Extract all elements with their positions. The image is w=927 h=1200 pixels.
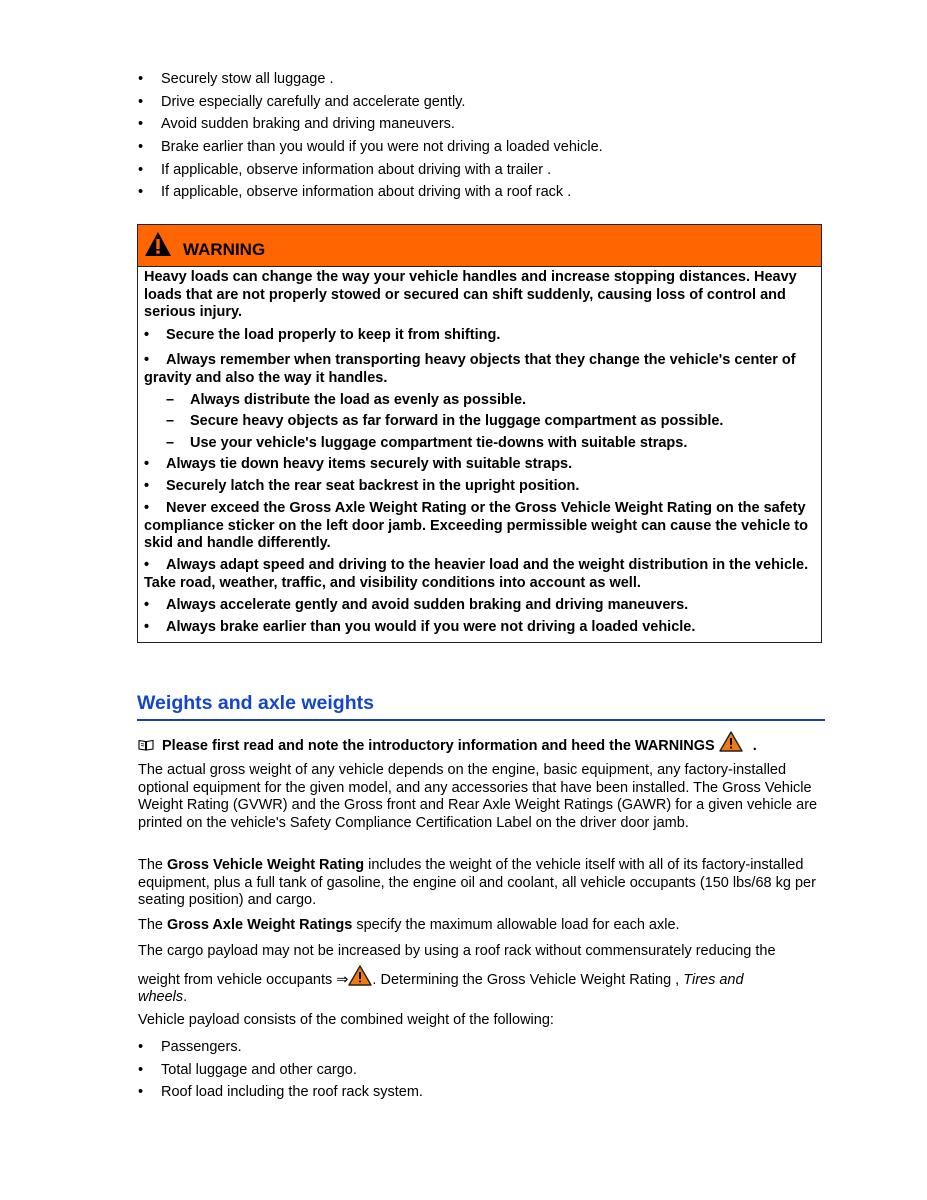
link-tires-and-wheels[interactable]: Tires and — [683, 971, 744, 988]
paragraph-payload-intro — [138, 1012, 828, 1030]
text-span: The — [138, 857, 168, 873]
paragraph-gross-weight — [138, 762, 828, 832]
warning-bullet: • Always accelerate gently and avoid sudden braking and driving maneuvers. — [144, 596, 689, 613]
warning-bullet: • Always tie down heavy items securely with suitable straps. — [144, 456, 573, 472]
text-span: . — [183, 989, 188, 1005]
warning-sub-item-text: Secure heavy objects as far forward in the luggage compartment as possible. — [190, 413, 724, 429]
list-item: • Brake earlier than you would if you were not driving a loaded vehicle. — [138, 136, 603, 159]
warning-bullet-text: Always adapt speed and driving to the heavier load and the weight distribution in the vehicle. Take road, weather, traffic, and visibility conditions into account as well. — [144, 557, 809, 591]
paragraph-gawr — [138, 917, 828, 935]
intro-note-end: . — [752, 738, 757, 754]
warning-bullet-text: Secure the load properly to keep it from shifting. — [166, 326, 501, 343]
text-span: . Determining the Gross Vehicle Weight Rating , — [372, 971, 684, 988]
warning-triangle-icon — [144, 231, 172, 257]
payload-list — [138, 1036, 423, 1104]
paragraph-text — [138, 917, 828, 935]
paragraph-text: Vehicle payload consists of the combined weight of the following: — [138, 1012, 554, 1028]
intro-note — [138, 731, 757, 754]
paragraph-text — [138, 857, 828, 910]
warning-triangle-icon — [719, 731, 743, 752]
warning-bullet: • Secure the load properly to keep it from shifting. — [144, 326, 501, 343]
list-item: • If applicable, observe information about driving with a roof rack . — [138, 181, 603, 204]
paragraph-text: The cargo payload may not be increased by using a roof rack without commensurately reducing the — [138, 943, 776, 959]
warning-triangle-icon[interactable] — [348, 965, 372, 986]
text-span: includes the weight of the vehicle itself with all of its factory-installed equipment, plus a full tank of gasoline, the engine oil and coolant, all vehicle occupants (150 lbs/68 kg per seating position) and cargo. — [138, 857, 816, 908]
warning-bullet: • Always remember when transporting heavy objects that they change the vehicle's center of gravity and also the way it handles. — [144, 352, 796, 386]
list-item: • Securely stow all luggage . — [138, 68, 603, 91]
warning-sub-item-text: Always distribute the load as evenly as possible. — [190, 391, 527, 408]
warning-title: WARNING — [183, 240, 266, 259]
warning-bullet-text: Always remember when transporting heavy objects that they change the vehicle's center of gravity and also the way it handles. — [144, 352, 796, 386]
list-item: • Avoid sudden braking and driving maneuvers. — [138, 113, 603, 136]
warning-body — [138, 267, 821, 636]
paragraph-text: The actual gross weight of any vehicle depends on the engine, basic equipment, any factory-installed optional equipment for the given model, and any accessories that have been installed. The Gross Vehicle Weight Rating (GVWR) and the Gross front and Rear Axle Weight Ratings (GAWR) for a given vehicle are printed on the vehicle's Safety Compliance Certification Label on the driver door jamb. — [138, 762, 818, 831]
paragraph-text — [138, 965, 828, 990]
warning-bullet: • Securely latch the rear seat backrest in the upright position. — [144, 478, 580, 494]
warning-bullet-text: Never exceed the Gross Axle Weight Rating or the Gross Vehicle Weight Rating on the safety compliance sticker on the left door jamb. Exceeding permissible weight can cause the vehicle to skid and handle differently. — [144, 500, 808, 551]
warning-intro: Heavy loads can change the way your vehicle handles and increase stopping distances. Heavy loads that are not properly stowed or secured can shift suddenly, causing loss of control and serious injury. — [144, 269, 797, 320]
warning-bullet-text: Always tie down heavy items securely with suitable straps. — [166, 456, 573, 472]
section-title: Weights and axle weights — [137, 692, 825, 721]
warning-bullet: • Always brake earlier than you would if you were not driving a loaded vehicle. — [144, 618, 696, 635]
list-item: • If applicable, observe information about driving with a trailer . — [138, 159, 603, 182]
warning-bullet-text: Securely latch the rear seat backrest in the upright position. — [166, 478, 580, 494]
loading-tips-list — [138, 68, 603, 204]
list-item: • Roof load including the roof rack system. — [138, 1081, 423, 1104]
text-span: The — [138, 917, 168, 933]
list-item: • Drive especially carefully and accelerate gently. — [138, 91, 603, 114]
link-tires-and-wheels[interactable]: wheels — [138, 989, 184, 1005]
warning-bullet-text: Always brake earlier than you would if you were not driving a loaded vehicle. — [166, 618, 696, 635]
warning-sub-item: – Always distribute the load as evenly as possible. — [166, 391, 527, 408]
list-item: • Passengers. — [138, 1036, 423, 1059]
paragraph-gvwr — [138, 857, 828, 910]
warning-bullet-text: Always accelerate gently and avoid sudden braking and driving maneuvers. — [166, 596, 689, 613]
intro-note-text: Please first read and note the introductory information and heed the WARNINGS — [162, 738, 715, 754]
warning-sub-item-text: Use your vehicle's luggage compartment tie-downs with suitable straps. — [190, 434, 688, 451]
list-item: • Total luggage and other cargo. — [138, 1059, 423, 1082]
warning-header — [138, 225, 821, 267]
warning-sub-item: – Secure heavy objects as far forward in the luggage compartment as possible. — [166, 413, 724, 429]
warning-box — [137, 224, 822, 643]
term-gvwr: Gross Vehicle Weight Rating — [167, 857, 365, 873]
term-gawr: Gross Axle Weight Ratings — [167, 917, 353, 933]
text-span: specify the maximum allowable load for each axle. — [352, 917, 680, 933]
book-icon — [138, 739, 154, 751]
warning-bullet: • Always adapt speed and driving to the heavier load and the weight distribution in the vehicle. Take road, weather, traffic, and visibility conditions into account as well. — [144, 557, 809, 591]
warning-sub-item: – Use your vehicle's luggage compartment tie-downs with suitable straps. — [166, 434, 688, 451]
text-span: weight from vehicle occupants ⇒ — [138, 971, 349, 988]
paragraph-cargo-payload — [138, 943, 828, 1007]
warning-bullet: • Never exceed the Gross Axle Weight Rating or the Gross Vehicle Weight Rating on the safety compliance sticker on the left door jamb. Exceeding permissible weight can cause the vehicle to skid and handle differently. — [144, 500, 808, 551]
paragraph-text — [138, 989, 828, 1007]
